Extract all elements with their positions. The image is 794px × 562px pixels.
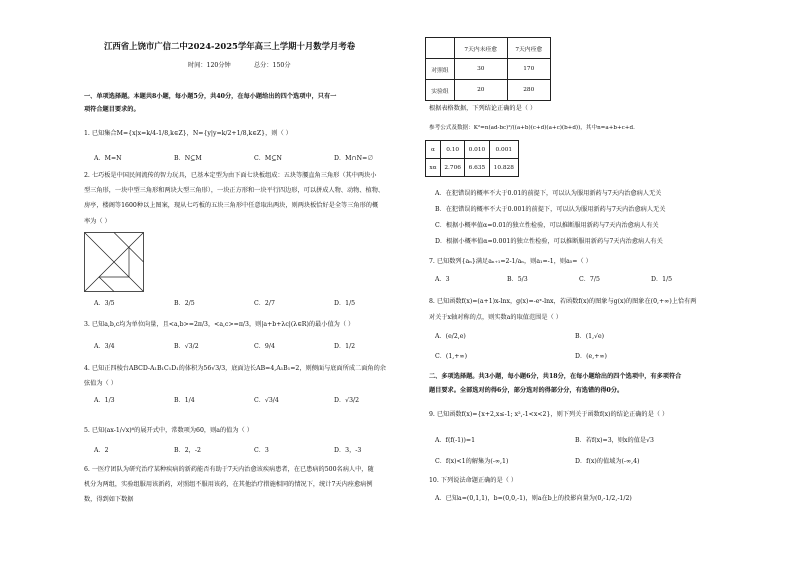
q8-option-c: C．(1,+∞): [435, 353, 467, 360]
q5-option-b: B．2，-2: [174, 447, 201, 454]
q4-option-b: B．1/4: [174, 397, 195, 404]
table-header-not-cured: 7天内未痊愈: [455, 38, 508, 59]
table-cell: 10.828: [489, 159, 518, 177]
q4-option-a: A．1/3: [94, 397, 115, 404]
q8-option-a: A．(e/2,e): [435, 333, 466, 340]
q4-line-2: 弦值为（ ）: [84, 380, 117, 387]
critical-value-table: [425, 140, 519, 177]
q2-line-3: 房亭，楼阁等1600种以上图案，现从七巧板的五块三角形中任意取出两块，则两块板恰好是全等三角形的概: [84, 202, 379, 209]
q1-option-a: A．M=N: [94, 155, 122, 162]
q5-stem: 5. 已知(ax-1/√x)⁶的展开式中，常数项为60，则a的值为（ ）: [84, 427, 253, 434]
section-two-heading-b: 题目要求。全部选对的得6分，部分选对的得部分分，有选错的得0分。: [429, 387, 624, 394]
table-cell: 0.010: [465, 141, 489, 159]
q6-line-3: 数，得到如下数据: [84, 496, 134, 503]
section-one-heading: 一、单项选择题。本题共8小题，每小题5分，共40分，在每小题给出的四个选项中，只有一: [84, 93, 337, 100]
q4-option-c: C．√3/4: [254, 397, 279, 404]
q9-option-c: C．f(x)<1的解集为(-∞,1): [435, 458, 509, 465]
q2-option-b: B．2/5: [174, 300, 195, 307]
q7-stem: 7. 已知数列{aₙ}满足aₙ₊₁=2-1/aₙ，则a₁=-1，则a₅=（ ）: [429, 258, 592, 265]
q6-formula: 参考公式及数据：K²=n(ad-bc)²/((a+b)(c+d)(a+c)(b+d))，其中n=a+b+c+d．: [429, 125, 639, 131]
q7-option-b: B．5/3: [507, 276, 528, 283]
table-cell: 0.001: [489, 141, 518, 159]
table-row-experiment: 实验组: [426, 80, 455, 101]
q8-option-b: B．(1,√e): [575, 333, 605, 340]
q7-option-d: D．1/5: [651, 276, 673, 283]
q7-option-c: C．7/5: [579, 276, 600, 283]
q2-line-4: 率为（ ）: [84, 218, 111, 225]
q10-stem: 10. 下列说法命题正确的是（ ）: [429, 477, 518, 484]
q9-option-a: A．f(f(-1))=1: [435, 437, 476, 444]
q5-option-c: C．3: [254, 447, 269, 454]
page-title: 江西省上饶市广信二中2024-2025学年高三上学期十月数学月考卷: [104, 41, 356, 51]
q3-option-b: B．√3/2: [174, 343, 199, 350]
exam-time: 时间：120分钟: [188, 62, 231, 69]
q8-line-2: 对关于x轴对称的点，则实数a的取值范围是（ ）: [429, 314, 562, 321]
q6-option-d: D．根据小概率值α=0.001的独立性检验，可以推断服用新药与7天内治愈病人有关: [435, 238, 663, 245]
q3-option-a: A．3/4: [94, 343, 115, 350]
q10-option-a: A．已知a=(0,1,1)，b=(0,0,-1)，则a在b上的投影向量为(0,-1/2,-1/2): [435, 495, 632, 502]
section-one-heading-b: 项符合题目要求的。: [84, 106, 140, 113]
q1-option-d: D．M∩N=∅: [334, 155, 374, 162]
q4-option-d: D．√3/2: [334, 397, 360, 404]
q8-option-d: D．(e,+∞): [575, 353, 607, 360]
q7-option-a: A．3: [435, 276, 450, 283]
q5-option-a: A．2: [94, 447, 109, 454]
table-row-control: 对照组: [426, 59, 455, 80]
q9-stem: 9. 已知函数f(x)={x+2,x≤-1; x²,-1<x<2}，则下列关于函数f(x)的结论正确的是（ ）: [429, 411, 669, 418]
q6-option-c: C．根据小概率值α=0.01的独立性检验，可以推断服用新药与7天内治愈病人有关: [435, 222, 659, 229]
table-cell: 30: [455, 59, 508, 80]
tangram-figure: [84, 232, 144, 292]
q1-option-b: B．N⊆M: [174, 155, 202, 162]
q2-line-2: 型三角形，一块中型三角形和两块大型三角形），一块正方形和一块平行四边形，可以拼成人物、动物、植物、: [84, 187, 385, 194]
cure-data-table: [425, 37, 551, 101]
table-cell: 280: [507, 80, 550, 101]
q6-option-a: A．在犯错误的概率不大于0.01的前提下，可以认为服用新药与7天内治愈病人无关: [435, 190, 662, 197]
q1-option-c: C．M⊆N: [254, 155, 282, 162]
table-cell: 20: [455, 80, 508, 101]
q9-option-d: D．f(x)的值域为(-∞,4): [575, 458, 640, 465]
q6-line-2: 机分为两组，实验组服用该新药，对照组不服用该药，在其他治疗措施相同的情况下，统计7天内痊愈病例: [84, 481, 373, 488]
q3-stem: 3. 已知a,b,c均为单位向量，且<a,b>=2π/3，<a,c>=π/3，则|a+b+λc|(λ∈R)的最小值为（ ）: [84, 321, 355, 328]
exam-score: 总分：150分: [254, 62, 291, 69]
table-cell: 2.706: [441, 159, 465, 177]
q2-line-1: 2. 七巧板是中国民间流传的智力玩具，已基本定型为由下面七块板组成：五块等腰直角三角形（其中两块小: [84, 172, 377, 179]
q1-stem: 1. 已知集合M={x|x=k/4-1/8,k∈Z}，N={y|y=k/2+1/8,k∈Z}，则（ ）: [84, 130, 292, 137]
q6-question: 根据表格数据，下列结论正确的是（ ）: [429, 105, 537, 112]
q2-option-d: D．1/5: [334, 300, 356, 307]
q9-option-b: B．若f(x)=3，则x的值是√3: [575, 437, 654, 444]
table-cell: α: [426, 141, 441, 159]
table-header-cured: 7天内痊愈: [507, 38, 550, 59]
table-cell: 0.10: [441, 141, 465, 159]
q3-option-d: D．1/2: [334, 343, 356, 350]
q6-line-1: 6. 一医疗团队为研究治疗某种疾病的新药能否有助于7天内治愈该疾病患者，在已患病的500名病人中，随: [84, 466, 374, 473]
table-cell: 6.635: [465, 159, 489, 177]
q8-line-1: 8. 已知函数f(x)=(a+1)x-lnx，g(x)=-eˣ-lnx，若函数f(x)的图象与g(x)的图象在(0,+∞)上恰有两: [429, 298, 697, 305]
q6-option-b: B．在犯错误的概率不大于0.001的前提下，可以认为服用新药与7天内治愈病人无关: [435, 206, 666, 213]
table-cell: xα: [426, 159, 441, 177]
q2-option-a: A．3/5: [94, 300, 115, 307]
section-two-heading: 二、多项选择题。共3小题，每小题6分，共18分，在每小题给出的四个选项中，有多项符合: [429, 373, 682, 380]
q4-line-1: 4. 已知正四棱台ABCD-A₁B₁C₁D₁的体积为56√3/3，底面边长AB=4,A₁B₁=2，则侧面与底面所成二面角的余: [84, 365, 386, 372]
table-cell: 170: [507, 59, 550, 80]
q3-option-c: C．9/4: [254, 343, 275, 350]
q2-option-c: C．2/7: [254, 300, 275, 307]
q5-option-d: D．3，-3: [334, 447, 362, 454]
